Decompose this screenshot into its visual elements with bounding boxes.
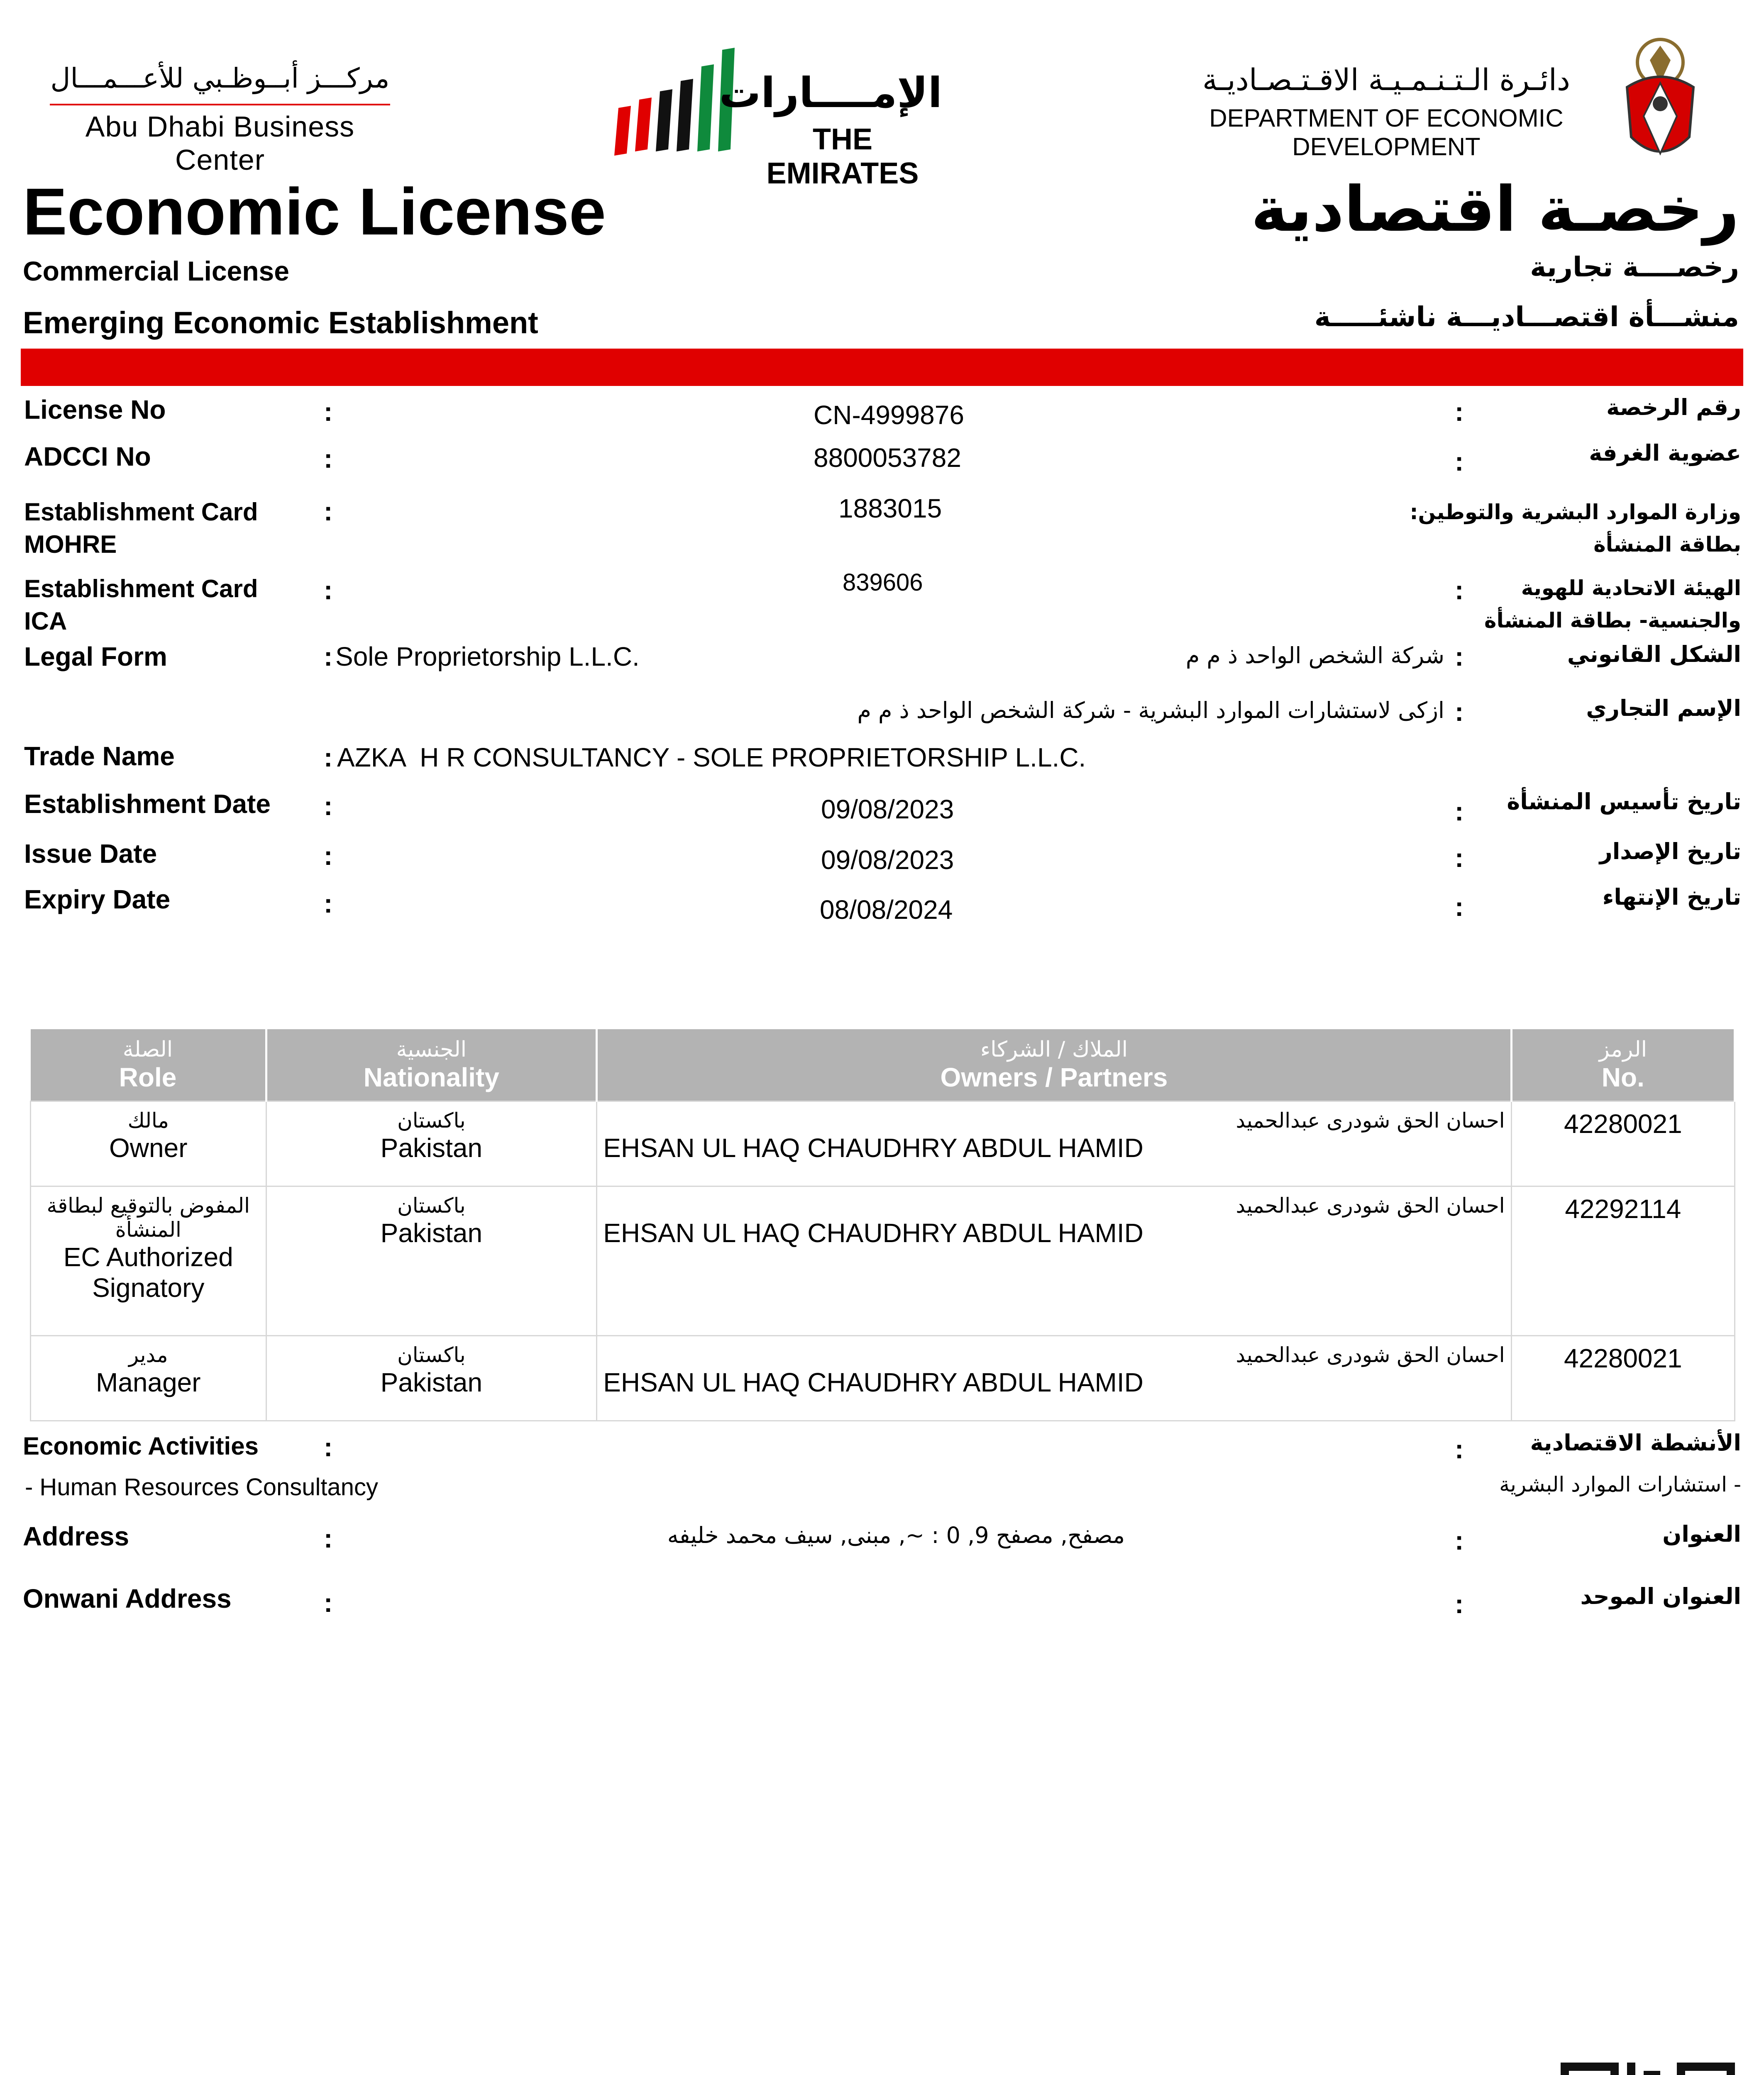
- establishment-type-ar: منشـــأة اقتصـــاديـــة ناشئـــــة: [1314, 301, 1739, 333]
- legal-form-value-ar: شركة الشخص الواحد ذ م م: [1185, 642, 1444, 669]
- role-cell: المفوض بالتوقيع لبطاقة المنشأة EC Authorized Signatory: [31, 1186, 266, 1336]
- nationality-header: الجنسية Nationality: [266, 1029, 597, 1101]
- est-date-value: 09/08/2023: [821, 794, 954, 824]
- emirates-logo-en: THE EMIRATES: [766, 123, 919, 190]
- est-card-mohre-label-line2: MOHRE: [24, 530, 117, 558]
- no-header: الرمز No.: [1511, 1029, 1735, 1101]
- economic-activities-label-ar: الأنشطة الاقتصادية: [1530, 1430, 1741, 1456]
- license-title-ar: رخصـة اقتصادية: [1251, 173, 1739, 246]
- abc-logo-ar: مركـــز أبــوظـبي للأعـــمـــال: [50, 62, 390, 94]
- issue-date-value: 09/08/2023: [821, 845, 954, 875]
- license-no-label: License No: [24, 395, 166, 425]
- table-row: [31, 1186, 1735, 1336]
- colon: :: [324, 444, 333, 474]
- est-card-ica-label: [24, 573, 258, 637]
- owners-table-header: [31, 1029, 1735, 1101]
- table-row: [31, 1336, 1735, 1421]
- est-card-ica-label-line1: Establishment Card: [24, 575, 258, 603]
- colon: :: [1455, 1589, 1464, 1619]
- role-cell: مدير Manager: [31, 1336, 266, 1421]
- colon: :: [324, 1523, 333, 1553]
- activity-item-ar: - استشارات الموارد البشرية: [1499, 1472, 1741, 1496]
- adcci-no-label: ADCCI No: [24, 442, 151, 471]
- colon: :: [1455, 843, 1464, 873]
- est-card-ica-value: 839606: [843, 569, 923, 596]
- economic-activities-label: Economic Activities: [23, 1432, 259, 1460]
- colon: :: [1455, 1526, 1464, 1555]
- trade-name-label: Trade Name: [24, 741, 175, 771]
- colon: :: [324, 1588, 333, 1618]
- est-card-mohre-label-ar-line1: وزارة الموارد البشرية والتوطين:: [1410, 500, 1741, 524]
- the-emirates-logo: [614, 46, 946, 190]
- est-card-mohre-value: 1883015: [838, 493, 942, 523]
- legal-form-value-en: Sole Proprietorship L.L.C.: [335, 642, 640, 671]
- owners-partners-header: الملاك / الشركاء Owners / Partners: [597, 1029, 1511, 1101]
- address-value: مصفح, مصفح 9, 0 : ~, مبنى, سيف محمد خليفه: [667, 1522, 1125, 1548]
- issue-date-label: Issue Date: [24, 839, 157, 869]
- owner-name-cell: احسان الحق شودرى عبدالحميد EHSAN UL HAQ CHAUDHRY ABDUL HAMID: [597, 1101, 1511, 1186]
- activity-item-en: - Human Resources Consultancy: [25, 1474, 379, 1501]
- qr-code-icon: [1561, 2063, 1735, 2075]
- colon: :: [324, 1432, 333, 1462]
- colon: :: [324, 575, 333, 605]
- expiry-date-label-ar: تاريخ الإنتهاء: [1602, 884, 1741, 910]
- expiry-date-label: Expiry Date: [24, 884, 171, 914]
- expiry-date-value: 08/08/2024: [820, 895, 953, 925]
- owner-no-cell: 42280021: [1511, 1101, 1735, 1186]
- est-card-ica-label-ar-line1: الهيئة الاتحادية للهوية: [1521, 576, 1741, 600]
- title-divider-bar: [21, 349, 1743, 386]
- est-card-mohre-label: [24, 496, 258, 561]
- table-row: [31, 1101, 1735, 1186]
- colon: :: [324, 889, 333, 918]
- nationality-cell: باكستان Pakistan: [266, 1336, 597, 1421]
- owner-no-cell: 42280021: [1511, 1336, 1735, 1421]
- ded-logo-ar: دائـرة الـتـنـمـيـة الاقـتـصـاديـة: [1202, 62, 1570, 97]
- owners-table: [30, 1029, 1736, 1421]
- owner-name-cell: احسان الحق شودرى عبدالحميد EHSAN UL HAQ CHAUDHRY ABDUL HAMID: [597, 1336, 1511, 1421]
- est-card-mohre-label-ar-line2: بطاقة المنشأة: [1593, 532, 1741, 557]
- onwani-address-label: Onwani Address: [23, 1584, 232, 1614]
- license-no-label-ar: رقم الرخصة: [1606, 394, 1741, 420]
- est-card-ica-label-ar-line2: والجنسية- بطاقة المنشأة: [1484, 608, 1741, 632]
- colon: :: [1455, 796, 1464, 826]
- ded-logo-en: DEPARTMENT OF ECONOMIC DEVELOPMENT: [1209, 104, 1564, 161]
- colon: :: [324, 397, 333, 427]
- nationality-cell: باكستان Pakistan: [266, 1101, 597, 1186]
- address-label-ar: العنوان: [1662, 1521, 1741, 1547]
- abc-logo: [50, 62, 390, 176]
- trade-name-value-en: AZKA H R CONSULTANCY - SOLE PROPRIETORSHIP L.L.C.: [337, 742, 1086, 772]
- legal-form-label: Legal Form: [24, 642, 167, 671]
- colon: :: [1455, 892, 1464, 922]
- address-label: Address: [23, 1521, 129, 1551]
- emirates-logo-ar: الإمــــارات: [719, 68, 942, 117]
- colon: :: [324, 496, 333, 526]
- owner-no-cell: 42292114: [1511, 1186, 1735, 1336]
- ded-logo: [1162, 33, 1702, 166]
- colon: :: [1455, 697, 1464, 727]
- colon: :: [1455, 642, 1464, 671]
- establishment-type-en: Emerging Economic Establishment: [23, 305, 538, 340]
- adcci-no-label-ar: عضوية الغرفة: [1589, 440, 1741, 466]
- adcci-no-value: 8800053782: [814, 443, 961, 473]
- est-card-mohre-label-ar: [1410, 496, 1741, 561]
- colon: :: [1455, 575, 1464, 605]
- nationality-cell: باكستان Pakistan: [266, 1186, 597, 1336]
- colon: :: [1455, 1434, 1464, 1464]
- owner-name-cell: احسان الحق شودرى عبدالحميد EHSAN UL HAQ CHAUDHRY ABDUL HAMID: [597, 1186, 1511, 1336]
- tahaqaq-qr-code[interactable]: [1561, 2063, 1735, 2075]
- abc-logo-en: Abu Dhabi Business Center: [85, 110, 355, 176]
- colon: :: [324, 742, 333, 772]
- colon: :: [324, 642, 333, 671]
- est-card-ica-label-line2: ICA: [24, 607, 67, 635]
- abu-dhabi-falcon-emblem-icon: [1619, 33, 1702, 166]
- colon: :: [324, 791, 333, 821]
- license-title-en: Economic License: [23, 174, 606, 249]
- est-card-ica-label-ar: [1484, 572, 1741, 637]
- est-date-label-ar: تاريخ تأسيس المنشأة: [1507, 788, 1741, 815]
- trade-name-value-ar: ازكى لاستشارات الموارد البشرية - شركة الشخص الواحد ذ م م: [857, 697, 1444, 723]
- role-cell: مالك Owner: [31, 1101, 266, 1186]
- role-header: الصلة Role: [31, 1029, 266, 1101]
- legal-form-label-ar: الشكل القانوني: [1567, 641, 1741, 667]
- colon: :: [324, 841, 333, 871]
- est-card-mohre-label-line1: Establishment Card: [24, 498, 258, 526]
- license-no-value: CN-4999876: [814, 400, 964, 430]
- license-type-en: Commercial License: [23, 256, 289, 286]
- onwani-address-label-ar: العنوان الموحد: [1580, 1583, 1741, 1609]
- est-date-label: Establishment Date: [24, 789, 271, 819]
- license-type-ar: رخصــــة تجارية: [1530, 251, 1739, 283]
- trade-name-label-ar: الإسم التجاري: [1586, 695, 1741, 721]
- abc-logo-rule: [50, 104, 390, 105]
- issue-date-label-ar: تاريخ الإصدار: [1599, 838, 1741, 864]
- colon: :: [1455, 397, 1464, 427]
- colon: :: [1455, 447, 1464, 476]
